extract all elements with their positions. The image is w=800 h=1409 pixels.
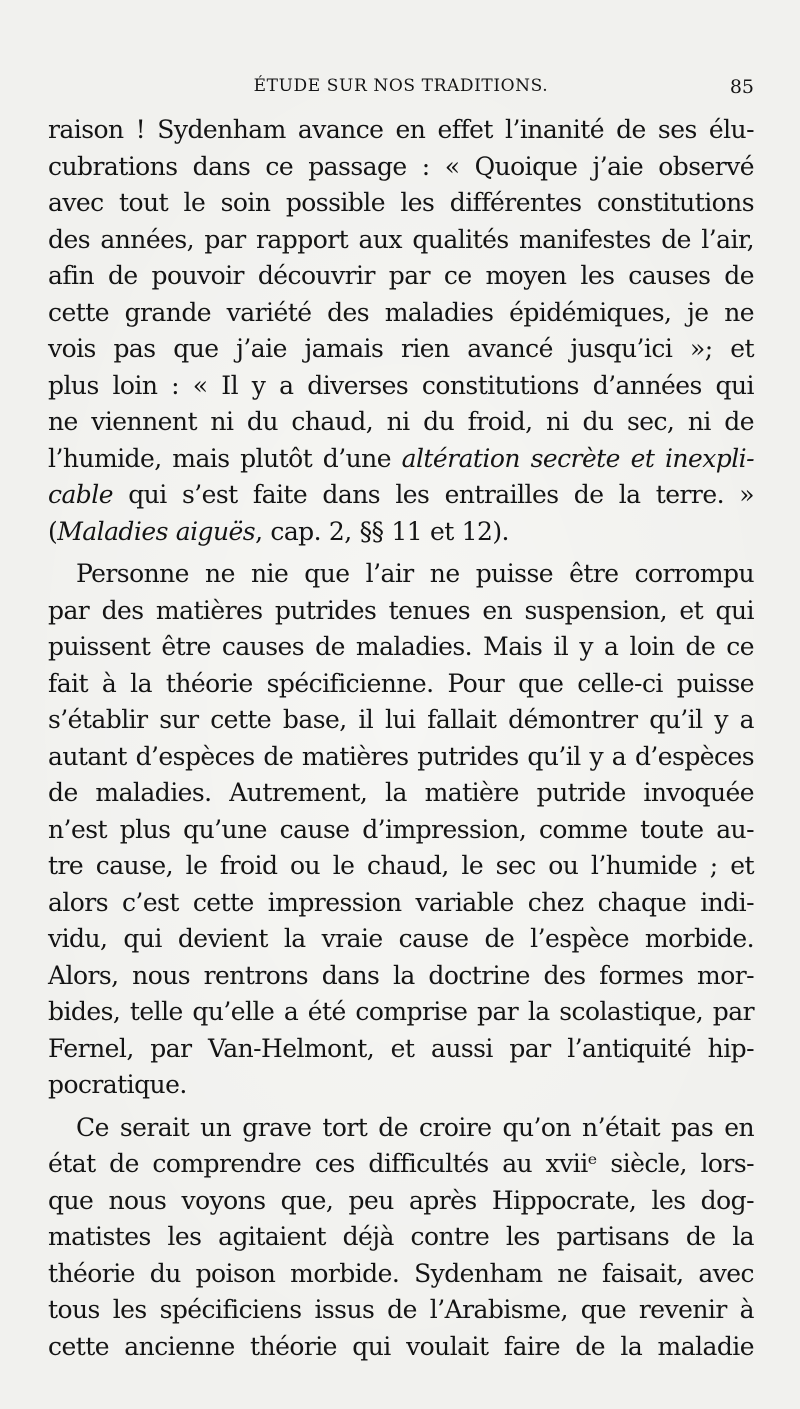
text-line: Personne ne nie que l’air ne puisse être corrompu — [76, 559, 754, 588]
text-line: puissent être causes de maladies. Mais il y a loin de ce — [48, 632, 754, 661]
text-line: Ce serait un grave tort de croire qu’on n’était pas en — [76, 1112, 754, 1142]
text-line: de maladies. Autrement, la matière putride invoquée — [48, 778, 754, 807]
text-line: plus loin : « Il y a diverses constitutions d’années qui — [48, 370, 754, 400]
text-line: des années, par rapport aux qualités manifestes de l’air, — [48, 224, 754, 254]
text-line: matistes les agitaient déjà contre les partisans de la — [48, 1222, 754, 1251]
page-number: 85 — [729, 76, 754, 98]
italic-span: Maladies aiguës — [57, 516, 256, 546]
text-line: ne viennent ni du chaud, ni du froid, ni du sec, ni de — [48, 407, 754, 436]
text-line — [48, 477, 754, 514]
text-line: alors c’est cette impression variable chez chaque indi- — [48, 887, 754, 917]
italic-span: cable — [48, 480, 113, 509]
text-line: bides, telle qu’elle a été comprise par la scolastique, par — [48, 997, 754, 1026]
text-line: n’est plus qu’une cause d’impression, comme toute au- — [48, 814, 754, 844]
paragraph-1 — [48, 112, 754, 550]
running-title: ÉTUDE SUR NOS TRADITIONS. — [253, 76, 549, 96]
text-line: cette ancienne théorie qui voulait faire de la maladie — [48, 1331, 754, 1361]
text-line: pocratique. — [48, 1070, 187, 1099]
text-line: vois pas que j’aie jamais rien avancé jusqu’ici »; et — [48, 334, 754, 363]
text-line: Alors, nous rentrons dans la doctrine des formes mor- — [48, 960, 754, 990]
text-line: que nous voyons que, peu après Hippocrate, les dog- — [48, 1185, 754, 1215]
text-line: afin de pouvoir découvrir par ce moyen les causes de — [48, 261, 754, 290]
text-line: s’établir sur cette base, il lui fallait démontrer qu’il y a — [48, 705, 754, 734]
text-line: théorie du poison morbide. Sydenham ne faisait, avec — [48, 1258, 754, 1288]
text-span: qui s’est faite dans les entrailles de la terre. » — [112, 480, 754, 509]
paragraph-2 — [48, 556, 754, 1104]
text-span: , cap. 2, §§ 11 et 12). — [255, 516, 509, 546]
text-line: fait à la théorie spécificienne. Pour que celle-ci puisse — [48, 668, 754, 698]
text-line — [48, 514, 754, 551]
text-line: autant d’espèces de matières putrides qu’il y a d’espèces — [48, 741, 754, 771]
text-line: tre cause, le froid ou le chaud, le sec ou l’humide ; et — [48, 851, 754, 880]
text-line: raison ! Sydenham avance en effet l’inanité de ses élu- — [48, 115, 754, 144]
text-line: vidu, qui devient la vraie cause de l’espèce morbide. — [48, 924, 754, 953]
text-line — [48, 441, 754, 478]
text-span: ( — [48, 516, 58, 546]
text-line: avec tout le soin possible les différentes constitutions — [48, 188, 754, 217]
text-span: l’humide, mais plutôt d’une — [48, 443, 402, 473]
text-line: état de comprendre ces difficultés au xviiᵉ siècle, lors- — [48, 1149, 754, 1178]
italic-span: altération secrète et inexpli- — [401, 443, 755, 473]
text-line: cette grande variété des maladies épidémiques, je ne — [48, 297, 754, 327]
body-text — [48, 112, 754, 1365]
text-line: cubrations dans ce passage : « Quoique j’aie observé — [48, 151, 754, 181]
running-header — [48, 76, 754, 102]
text-line: tous les spécificiens issus de l’Arabisme, que revenir à — [48, 1295, 754, 1324]
text-line: Fernel, par Van-Helmont, et aussi par l’antiquité hip- — [48, 1033, 754, 1063]
text-line: par des matières putrides tenues en suspension, et qui — [48, 595, 754, 625]
paragraph-3 — [48, 1110, 754, 1366]
